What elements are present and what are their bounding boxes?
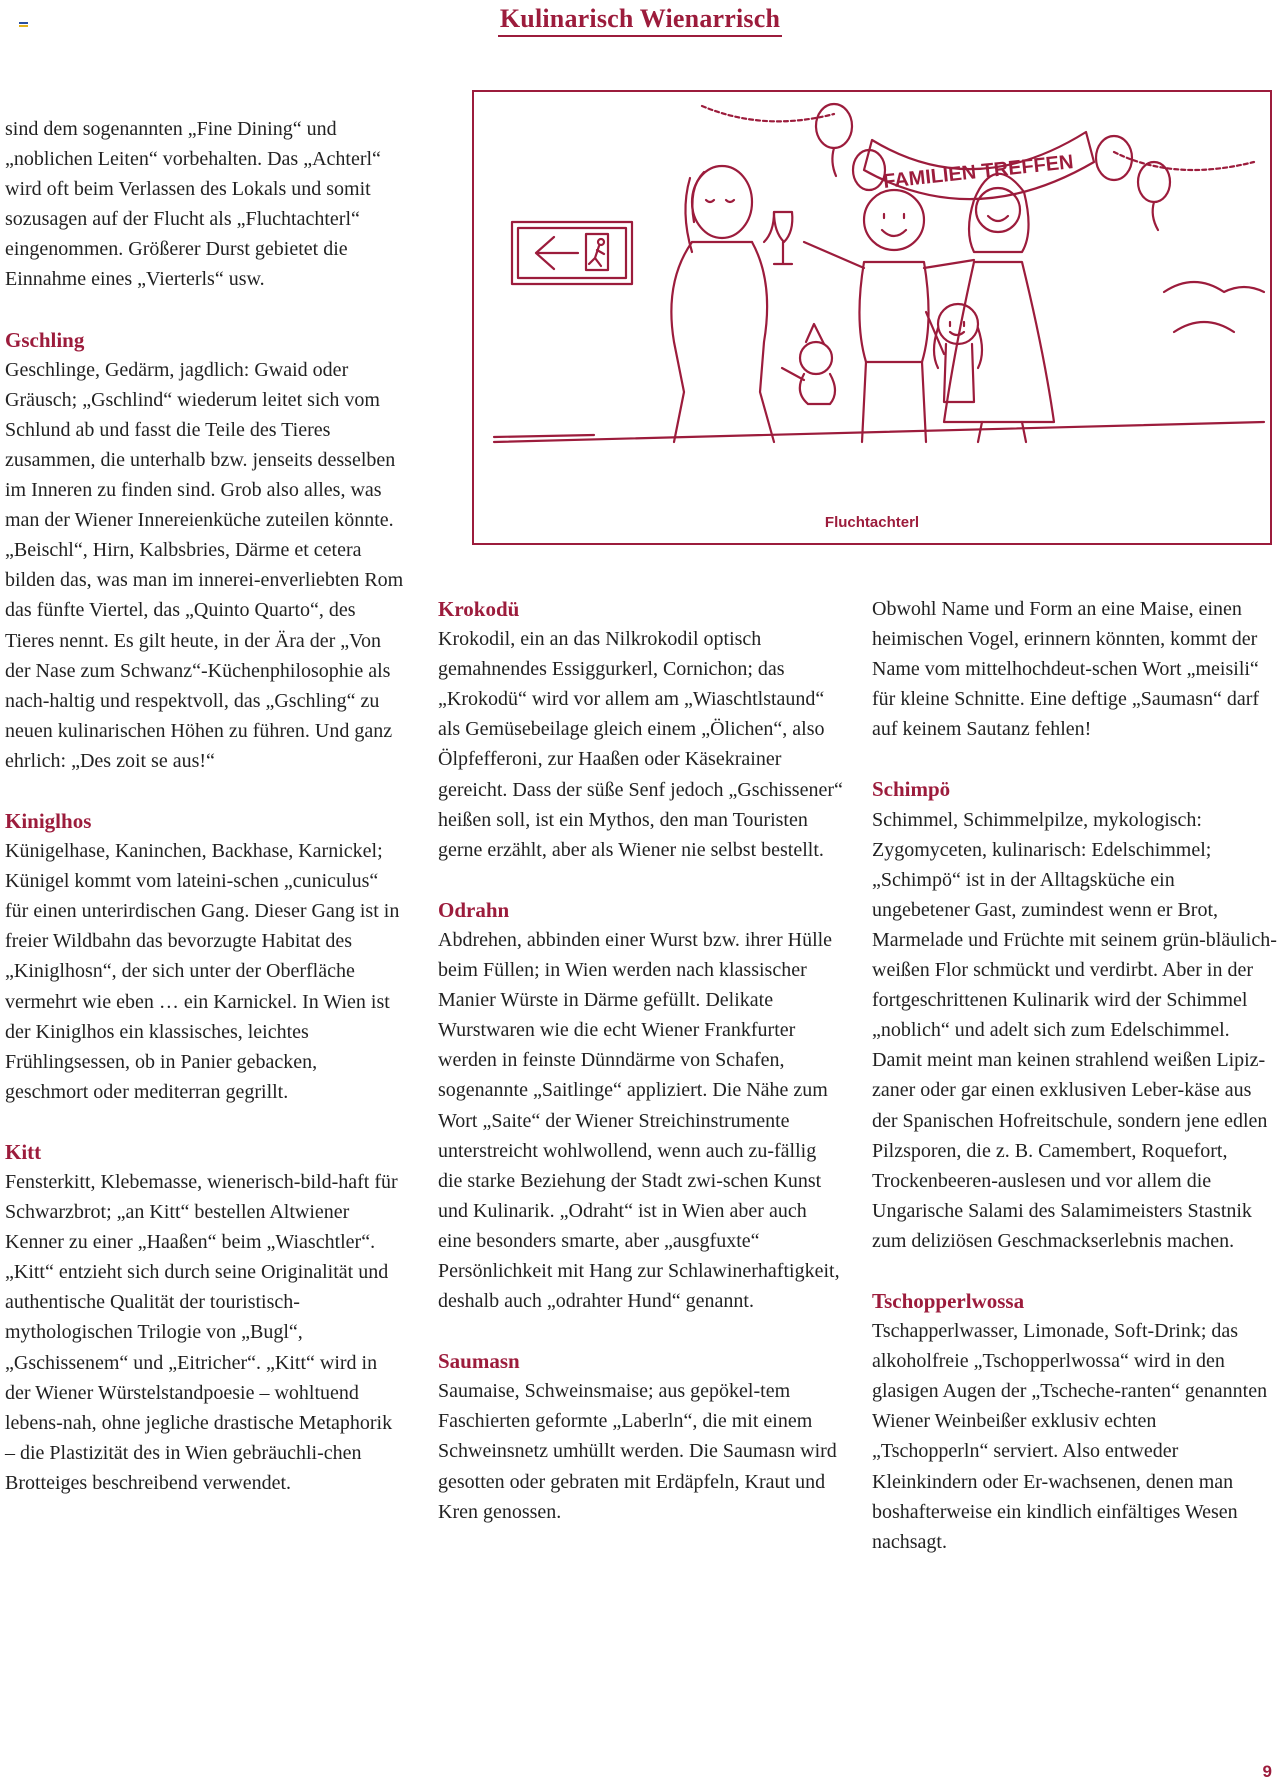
entry-term-saumasn: Saumasn bbox=[438, 1349, 520, 1374]
entry-term-odrahn: Odrahn bbox=[438, 897, 510, 922]
figure-caption: Fluchtachterl bbox=[824, 514, 920, 531]
entry-text-schimpo: Schimmel, Schimmelpilze, mykologisch: Zygomyceten, kulinarisch: Edelschimmel; „Schimpö“ ist in der Alltagsküche ein ungebetener Gast, zumindest wenn er Brot, Marmelade und Früchte mit seinem grün-bläulich-weißen Flor schmückt und verdirbt. Aber in der fortgeschrittenen Kulinarik wird der Schimmel „noblich“ und adelt sich zum Edelschimmel. Damit meint man keinen strahlend weißen Lipiz-zaner oder gar einen exklusiven Leber-käse aus der Spanischen Hofreitschule, sondern jene edlen Pilzsporen, die z. B. Camembert, Roquefort, Trockenbeeren-auslesen und vor allem die Ungarische Salami des Salamimeisters Stastnik zum deliziösen Geschmackserlebnis machen. bbox=[872, 808, 1277, 1252]
illustration-frame bbox=[472, 90, 1272, 545]
emergency-exit-icon bbox=[512, 222, 632, 284]
entry-text-kiniglhos: Künigelhase, Kaninchen, Backhase, Karnickel; Künigel kommt vom lateini-schen „cuniculus“ für einen unterirdischen Gang. Dieser Gang ist in freier Wildbahn das bevorzugte Habitat des „Kiniglhosn“, der sich unter der Oberfläche vermehrt wie eben … ein Karnickel. In Wien ist der Kiniglhos ein klassisches, leichtes Frühlingsessen, ob in Panier gebacken, geschmort oder mediterran gegrillt. bbox=[5, 840, 400, 1103]
entry-term-tschopperlwossa: Tschopperlwossa bbox=[872, 1288, 1025, 1313]
publication-title: Kulinarisch Wienarrisch bbox=[498, 4, 782, 37]
entry-text-gschling: Geschlinge, Gedärm, jagdlich: Gwaid oder Gräusch; „Gschlind“ wiederum leitet sich vom Schlund ab und fasst die Teile des Tieres zusammen, die unterhalb bzw. jenseits desselben im Inneren zu finden sind. Grob also alles, was man der Wiener Innereienküche zuteilen könnte. „Beischl“, Hirn, Kalbsbries, Därme et cetera bilden das, was man im innerei-enverliebten Rom das fünfte Viertel, das „Quinto Quarto“, des Tieres nennt. Es gilt heute, in der Ära der „Von der Nase zum Schwanz“-Küchenphilosophie als nach-haltig und respektvoll, das „Gschling“ zu neuen kulinarischen Höhen zu führen. Und ganz ehrlich: „Des zoit se aus!“ bbox=[5, 358, 404, 772]
entry-text-saumasn: Saumaise, Schweinsmaise; aus gepökel-tem Faschierten geformte „Laberln“, die mit einem Schweinsnetz umhüllt werden. Die Saumasn wird gesotten oder gebraten mit Erdäpfeln, Kraut und Kren genossen. bbox=[438, 1380, 837, 1523]
right-column bbox=[872, 594, 1277, 1557]
entry-term-kiniglhos: Kiniglhos bbox=[5, 808, 92, 833]
entry-term-schimpo: Schimpö bbox=[872, 777, 951, 802]
continued-paragraph: sind dem sogenannten „Fine Dining“ und „noblichen Leiten“ vorbehalten. Das „Achterl“ wird oft beim Verlassen des Lokals und somit sozusagen auf der Flucht als „Fluchtachterl“ eingenommen. Größerer Durst gebietet die Einnahme eines „Vierterls“ usw. bbox=[5, 118, 381, 291]
entry-text-kitt: Fensterkitt, Klebemasse, wienerisch-bild-haft für Schwarzbrot; „an Kitt“ bestellen Altwiener Kenner zu einer „Haaßen“ beim „Wiaschtler“. „Kitt“ entzieht sich durch seine Originalität und authentische Qualität der touristisch-mythologischen Trilogie von „Bugl“, „Gschissenem“ und „Eitricher“. „Kitt“ wird in der Wiener Würstelstandpoesie – wohltuend lebens-nah, ohne jegliche drastische Metaphorik – die Plastizität des in Wien gebräuchli-chen Brotteiges beschreibend verwendet. bbox=[5, 1171, 398, 1494]
entry-text-odrahn: Abdrehen, abbinden einer Wurst bzw. ihrer Hülle beim Füllen; in Wien werden nach klassischer Manier Würste in Därme gefüllt. Delikate Wurstwaren wie die echt Wiener Frankfurter werden in feinste Dünndärme von Schafen, sogenannte „Saitlinge“ appliziert. Die Nähe zum Wort „Saite“ der Wiener Streichinstrumente unterstreicht wohlwollend, wenn auch zu-fällig die starke Beziehung der Stadt zwi-schen Kunst und Kulinarik. „Odraht“ ist in Wien aber auch eine besonders smarte, aber „ausgfuxte“ Persönlichkeit mit Hang zur Schlawinerhaftigkeit, deshalb auch „odrahter Hund“ genannt. bbox=[438, 928, 840, 1313]
left-column bbox=[5, 114, 405, 1498]
page-number: 9 bbox=[1262, 1762, 1272, 1781]
entry-term-krokodu: Krokodü bbox=[438, 597, 520, 621]
continued-paragraph-saumasn: Obwohl Name und Form an eine Maise, einen heimischen Vogel, erinnern könnten, kommt der Name vom mittelhochdeut-schen Wort „meisili“ für kleine Schnitte. Eine deftige „Saumasn“ darf auf keinem Sautanz fehlen! bbox=[872, 598, 1260, 741]
middle-column bbox=[438, 594, 843, 1527]
entry-term-gschling: Gschling bbox=[5, 327, 85, 352]
entry-text-krokodu: Krokodil, ein an das Nilkrokodil optisch gemahnendes Essiggurkerl, Cornichon; das „Krokodü“ wird vor allem am „Wiaschtlstaund“ als Gemüsebeilage gleich einem „Ölichen“, also Ölpfefferoni, zur Haaßen oder Käsekrainer gereicht. Dass der süße Senf jedoch „Gschissener“ heißen soll, ist ein Mythos, den man Touristen gerne erzählt, aber als Wiener nie selbst bestellt. bbox=[438, 628, 843, 861]
entry-text-tschopperlwossa: Tschapperlwasser, Limonade, Soft-Drink; das alkoholfreie „Tschopperlwossa“ wird in den glasigen Augen der „Tscheche-ranten“ genannten Wiener Weinbeißer exklusiv echten „Tschopperln“ serviert. Also entweder Kleinkindern oder Er-wachsenen, denen man boshafterweise ein kindlich einfältiges Wesen nachsagt. bbox=[872, 1320, 1268, 1553]
page-header bbox=[0, 4, 1280, 37]
family-meeting-illustration bbox=[474, 92, 1270, 543]
banner-text: FAMILIEN TREFFEN bbox=[882, 151, 1075, 193]
entry-term-kitt: Kitt bbox=[5, 1139, 42, 1164]
